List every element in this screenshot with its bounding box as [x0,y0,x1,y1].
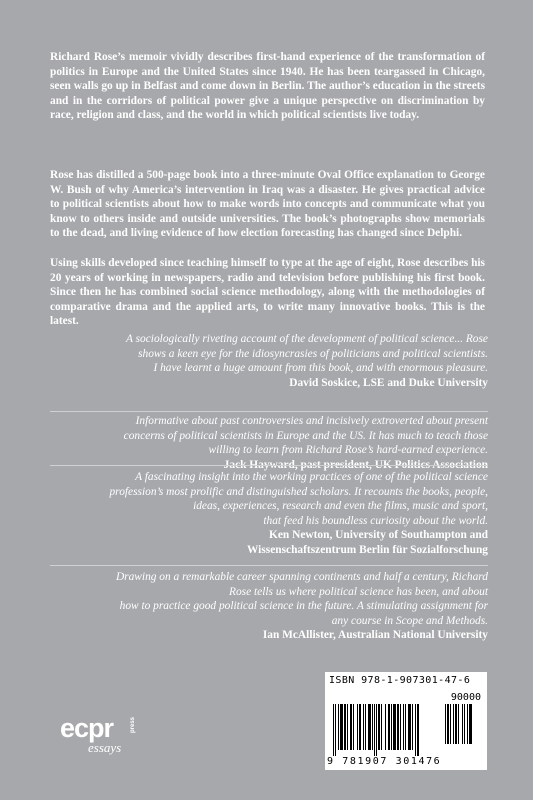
review-divider [50,465,488,466]
barcode-bar [447,704,449,744]
barcode-bar [408,704,411,750]
barcode-bar [378,704,380,750]
barcode-bar [391,704,392,750]
barcode-bar [467,704,468,744]
review-attribution: David Soskice, LSE and Duke University [289,376,488,389]
review-divider [50,565,488,566]
barcode-main-bars [333,704,439,756]
logo-series: essays [88,740,122,755]
review-quote-line: A sociologically riveting account of the development of political science... Rose [126,333,488,345]
barcode-bar [397,704,399,750]
review-quote-line: I have learnt a huge amount from this book, and with enormous pleasure. [153,362,488,375]
barcode-bar [368,704,371,750]
review-quote-line: Drawing on a remarkable career spanning continents and half a century, Richard [115,571,488,583]
review-quote-line: ideas, experiences, research and even the films, music and sport, [193,500,488,513]
barcode-bar [455,704,457,744]
barcode-bar [340,704,343,750]
review-quote-line: concerns of political scientists in Europe and the US. It has much to teach those [123,429,488,442]
barcode-bar [453,704,454,744]
review-quote-line: willing to learn from Richard Rose’s hard-earned experience. [208,444,488,457]
barcode-bar [415,704,416,756]
barcode-bar [333,704,334,756]
barcode-bar [363,704,364,750]
barcode-bar [359,704,361,750]
barcode-bar [372,704,373,750]
blurb-paragraph-3: Using skills developed since teaching himself to type at the age of eight, Rose describes his 20 years of working in newspapers, radio and television before publishing his first book. Since then he has combined social science methodology, along with the methodologies of comparative drama and the applied arts, to write many innovative books. This is the latest. [50,257,485,328]
barcode-bar [464,704,465,744]
barcode-bar [405,704,406,750]
isbn-label: ISBN 978-1-907301-47-6 [329,675,471,686]
barcode-bar [374,704,375,756]
barcode-number: 9 781907 301476 [327,756,442,767]
barcode-bar [388,704,390,750]
review-quote-line: profession’s most prolific and distinguished scholars. It recounts the books, people, [109,485,488,498]
barcode-bar [450,704,451,744]
barcode-bar [338,704,339,750]
barcode-addon-bars [445,704,481,750]
isbn-barcode [325,672,487,770]
review-1 [50,332,488,390]
barcode-bar [393,704,396,750]
review-attribution: Wissenschaftszentrum Berlin für Sozialforschung [247,543,488,556]
review-attribution: Ken Newton, University of Southampton and [269,529,488,542]
barcode-bar [385,704,386,750]
barcode-bar [417,704,419,756]
price-code: 90000 [450,692,481,703]
barcode-bar [445,704,446,744]
blurb-paragraph-2: Rose has distilled a 500-page book into a three-minute Oval Office explanation to George W. Bush of why America’s intervention in Iraq was a disaster. He gives practical advice to political scientists about how to make words into concepts and communicate what you know to others inside and outside universities. The book’s photographs show memorials to the dead, and living evidence of how election forecasting has changed since Delphi. [50,169,485,240]
barcode-bar [353,704,354,750]
barcode-bar [469,704,472,744]
blurb-paragraph-1: Richard Rose’s memoir vividly describes first-hand experience of the transformation of politics in Europe and the United States since 1940. He has been teargassed in Chicago, seen walls go up in Belfast and come down in Berlin. The author’s education in the streets and in the corridors of political power give a unique perspective on discrimination by race, religion and class, and the world in which political scientists live today. [50,51,485,122]
review-quote-line: any course in Scope and Methods. [331,614,488,627]
review-quote-line: Rose tells us where political science has been, and about [229,585,488,598]
barcode-bar [403,704,404,750]
barcode-bar [462,704,463,744]
barcode-bar [335,704,336,756]
ecpr-essays-logo [60,715,138,765]
review-attribution: Jack Hayward, past president, UK Politics Association [223,458,488,471]
review-quote-line: A fascinating insight into the working practices of one of the political science [135,471,488,483]
review-quote-line: that feed his boundless curiosity about the world. [263,514,488,527]
logo-mark: ecpr [60,713,114,743]
review-3 [50,470,488,558]
barcode-bar [400,704,401,750]
logo-press: press [130,717,136,734]
review-quote-line: Informative about past controversies and incisively extroverted about present [135,415,488,427]
barcode-bar [376,704,377,756]
barcode-bar [344,704,346,750]
review-4 [50,570,488,643]
barcode-bar [458,704,459,744]
review-divider [50,411,488,412]
review-attribution: Ian McAllister, Australian National University [262,629,488,642]
barcode-bar [412,704,413,750]
barcode-bar [365,704,366,750]
barcode-bar [347,704,348,750]
review-quote-line: shows a keen eye for the idiosyncrasies of politicians and political scientists. [138,347,488,360]
barcode-bar [357,704,358,750]
barcode-bar [381,704,382,750]
barcode-bar [350,704,352,750]
review-quote-line: how to practice good political science in the future. A stimulating assignment for [119,600,488,613]
review-2 [50,414,488,472]
